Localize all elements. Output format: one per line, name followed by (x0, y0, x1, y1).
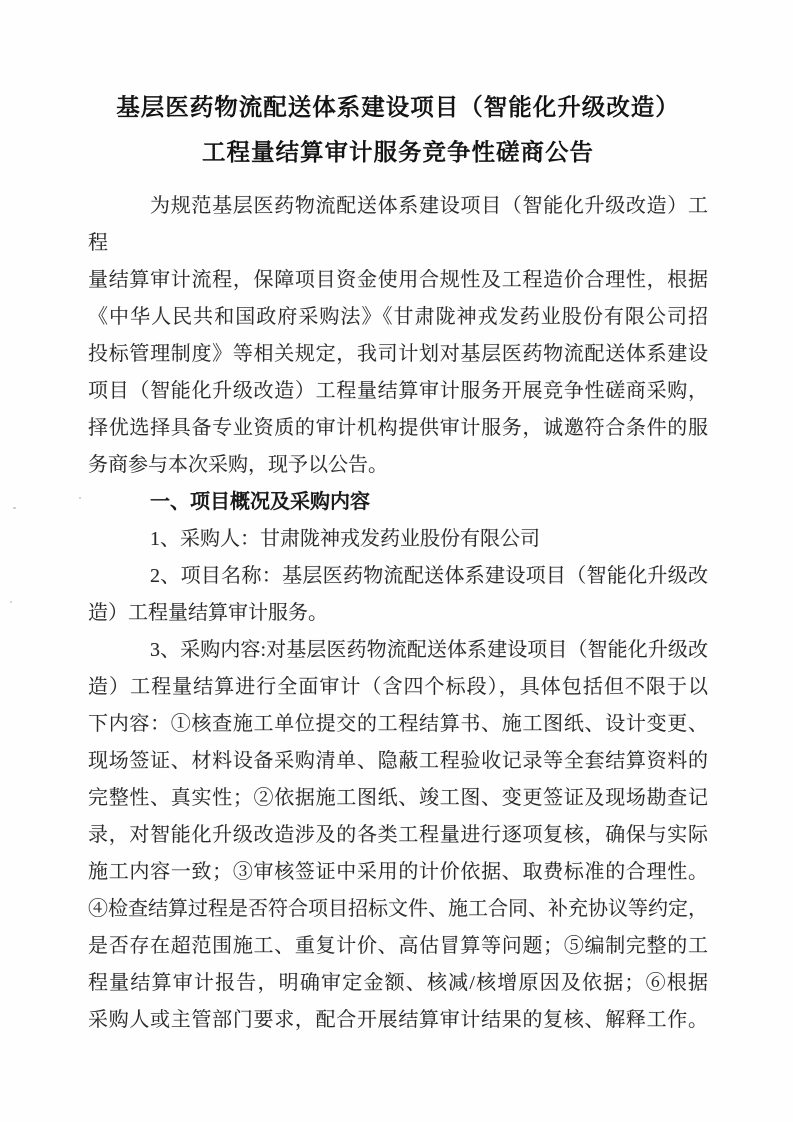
section-heading: 一、项目概况及采购内容 (150, 491, 370, 513)
text-line: 程量结算审计报告，明确审定金额、核减/核增原因及依据；⑥根据 (88, 972, 708, 994)
document-title (88, 86, 708, 176)
document-body (88, 188, 708, 1039)
text-line: 造）工程量结算审计服务。 (88, 602, 328, 624)
text-line: 投标管理制度》等相关规定，我司计划对基层医药物流配送体系建设 (88, 343, 708, 365)
text-line: 量结算审计流程，保障项目资金使用合规性及工程造价合理性，根据 (88, 269, 708, 291)
text-line: 下内容：①核查施工单位提交的工程结算书、施工图纸、设计变更、 (88, 713, 708, 735)
scan-speck (79, 497, 81, 499)
document-title-line-2: 工程量结算审计服务竞争性磋商公告 (202, 140, 594, 166)
scan-speck (13, 507, 16, 509)
text-line: 完整性、真实性；②依据施工图纸、竣工图、变更签证及现场勘查记 (88, 787, 708, 809)
text-line: 施工内容一致；③审核签证中采用的计价依据、取费标准的合理性。 (88, 861, 708, 883)
text-line: 为规范基层医药物流配送体系建设项目（智能化升级改造）工程 (88, 195, 708, 254)
text-line: 务商参与本次采购，现予以公告。 (88, 454, 388, 476)
document-title-line-1: 基层医药物流配送体系建设项目（智能化升级改造） (116, 95, 680, 121)
text-line: 1、采购人：甘肃陇神戎发药业股份有限公司 (150, 528, 540, 550)
text-line: 是否存在超范围施工、重复计价、高估冒算等问题；⑤编制完整的工 (88, 935, 708, 957)
text-line: 择优选择具备专业资质的审计机构提供审计服务，诚邀符合条件的服 (88, 417, 708, 439)
text-line: ④检查结算过程是否符合项目招标文件、施工合同、补充协议等约定， (88, 898, 708, 920)
text-line: 2、项目名称：基层医药物流配送体系建设项目（智能化升级改 (150, 565, 708, 587)
scan-speck (10, 601, 12, 603)
text-line: 采购人或主管部门要求，配合开展结算审计结果的复核、解释工作。 (88, 1009, 708, 1031)
text-line: 造）工程量结算进行全面审计（含四个标段），具体包括但不限于以 (88, 676, 708, 698)
text-line: 录，对智能化升级改造涉及的各类工程量进行逐项复核，确保与实际 (88, 824, 708, 846)
text-line: 3、采购内容:对基层医药物流配送体系建设项目（智能化升级改 (150, 639, 708, 661)
text-line: 现场签证、材料设备采购清单、隐蔽工程验收记录等全套结算资料的 (88, 750, 708, 772)
text-line: 《中华人民共和国政府采购法》《甘肃陇神戎发药业股份有限公司招 (88, 306, 708, 328)
text-line: 项目（智能化升级改造）工程量结算审计服务开展竞争性磋商采购， (88, 380, 708, 402)
